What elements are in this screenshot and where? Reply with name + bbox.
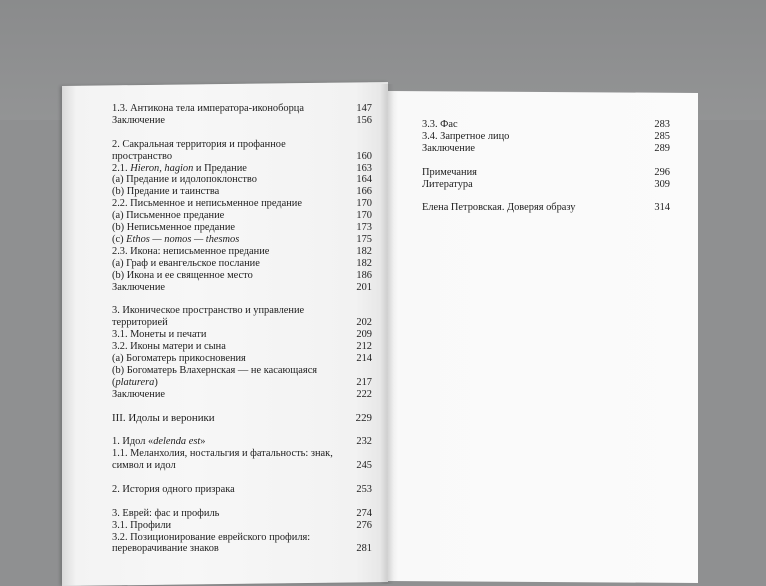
toc-entry-text: 2. Сакральная территория и профанное xyxy=(112,138,286,150)
toc-entry-text: и Предание xyxy=(193,162,247,174)
toc-entry xyxy=(112,186,372,198)
toc-page-number: 296 xyxy=(654,166,670,178)
toc-entry xyxy=(112,532,372,556)
toc-entry-text: символ и идол xyxy=(112,460,176,472)
toc-entry-italic-text: Ethos — nomos — thesmos xyxy=(126,233,240,245)
toc-entry-italic-text: Hieron, hagion xyxy=(130,162,194,174)
toc-page-number: 281 xyxy=(356,543,372,555)
toc-entry-text: (a) Предание и идолопоклонство xyxy=(112,174,257,186)
toc-entry-text: (b) Икона и ее священное место xyxy=(112,269,253,281)
toc-entry-text: 3.2. Позиционирование еврейского профиля: xyxy=(112,531,311,543)
toc-entry-title-continued xyxy=(112,377,372,389)
toc-entry-title xyxy=(112,186,372,198)
toc-entry-text: Литература xyxy=(422,178,473,190)
toc-entry-text: (b) Неписьменное предание xyxy=(112,222,236,234)
toc-entry-title xyxy=(112,198,372,210)
toc-entry-title xyxy=(112,389,372,401)
toc-page-number: 166 xyxy=(356,186,372,198)
toc-entry-title xyxy=(112,305,372,317)
toc-entry-text: (a) Богоматерь прикосновения xyxy=(112,353,246,364)
toc-entry-text: 3.1. Монеты и печати xyxy=(112,329,207,341)
toc-entry-text: Заключение xyxy=(112,388,165,400)
toc-entry-text: » xyxy=(200,436,206,448)
toc-page-number: 160 xyxy=(356,150,372,162)
toc-page-number: 182 xyxy=(356,245,372,257)
toc-entry-text: ) xyxy=(154,376,158,388)
toc-entry-title xyxy=(422,119,670,131)
toc-page-number: 285 xyxy=(654,130,670,142)
toc-page-number: 163 xyxy=(356,162,372,174)
toc-entry-text: 2.1. xyxy=(112,162,131,174)
toc-entry xyxy=(112,520,372,532)
toc-entry-title xyxy=(112,234,372,246)
toc-page-number: 276 xyxy=(356,519,372,531)
toc-entry-text: III. Идолы и вероники xyxy=(112,411,215,424)
toc-entry xyxy=(112,234,372,246)
toc-entry-title xyxy=(112,413,372,425)
toc-entry xyxy=(112,329,372,341)
toc-entry xyxy=(112,436,372,448)
toc-entry xyxy=(112,198,372,210)
toc-entry xyxy=(112,270,372,282)
toc-page-number: 164 xyxy=(356,174,372,186)
toc-page-number: 202 xyxy=(356,317,372,329)
toc-entry xyxy=(112,174,372,186)
toc-entry-title xyxy=(422,179,670,191)
toc-spacer xyxy=(112,293,372,305)
toc-entry xyxy=(112,139,372,163)
toc-entry-title xyxy=(112,210,372,222)
toc-spacer xyxy=(422,155,670,167)
toc-page-number: 314 xyxy=(654,202,670,214)
toc-entry xyxy=(422,179,670,191)
toc-entry-title-continued xyxy=(112,543,372,555)
toc-entry xyxy=(422,143,670,155)
toc-page-number: 147 xyxy=(356,103,372,114)
toc-entry xyxy=(112,222,372,234)
toc-page-number: 175 xyxy=(356,233,372,245)
toc-entry xyxy=(112,163,372,175)
toc-entry xyxy=(112,413,372,425)
toc-entry-text: 3.2. Иконы матери и сына xyxy=(112,341,226,353)
toc-entry-title xyxy=(112,115,372,127)
toc-page-number: 253 xyxy=(356,483,372,495)
toc-entry-title xyxy=(112,222,372,234)
toc-entry-title xyxy=(112,508,372,520)
toc-page-number: 217 xyxy=(356,376,372,388)
toc-entry xyxy=(112,341,372,353)
toc-entry-title xyxy=(112,139,372,151)
toc-entry-title xyxy=(112,484,372,496)
toc-entry xyxy=(112,448,372,472)
toc-entry-text: 3.4. Запретное лицо xyxy=(422,130,510,142)
toc-entry xyxy=(112,353,372,365)
toc-entry-text: 2.3. Икона: неписьменное предание xyxy=(112,245,270,257)
toc-entry-title xyxy=(422,143,670,155)
toc-entry-title xyxy=(112,282,372,294)
toc-page-number: 289 xyxy=(654,142,670,154)
toc-page-number: 170 xyxy=(356,210,372,222)
toc-entry-text: (a) Граф и евангельское послание xyxy=(112,257,260,269)
toc-entry-title xyxy=(112,520,372,532)
toc-entry-title xyxy=(112,532,372,544)
toc-entry xyxy=(112,508,372,520)
toc-entry xyxy=(112,246,372,258)
toc-entry xyxy=(422,119,670,131)
toc-entry xyxy=(112,115,372,127)
toc-entry-title xyxy=(112,448,372,460)
toc-page-number: 283 xyxy=(654,119,670,130)
toc-entry-title xyxy=(112,246,372,258)
toc-entry xyxy=(112,305,372,329)
toc-page-number: 229 xyxy=(355,411,372,424)
toc-page-number: 173 xyxy=(356,222,372,234)
toc-entry xyxy=(422,167,670,179)
toc-entry-text: (b) Богоматерь Влахернская — не касающаяся xyxy=(112,364,318,376)
toc-entry-title xyxy=(112,353,372,365)
toc-page-number: 232 xyxy=(356,436,372,448)
toc-entry-title xyxy=(112,174,372,186)
left-table-of-contents xyxy=(112,103,372,555)
toc-spacer xyxy=(112,424,372,436)
toc-entry-text: 3.3. Фас xyxy=(422,119,458,130)
toc-entry-text: переворачивание знаков xyxy=(112,543,219,555)
toc-entry-italic-text: platurera xyxy=(115,376,155,388)
toc-entry-text: 1.1. Меланхолия, ностальгия и фатальность: знак, xyxy=(112,448,333,460)
toc-entry xyxy=(112,389,372,401)
toc-entry xyxy=(112,103,372,115)
toc-entry xyxy=(112,258,372,270)
toc-page-number: 186 xyxy=(356,269,372,281)
toc-page-number: 156 xyxy=(356,114,372,126)
toc-entry xyxy=(422,202,670,214)
toc-entry-title-continued xyxy=(112,460,372,472)
toc-entry xyxy=(112,210,372,222)
right-table-of-contents xyxy=(422,119,670,214)
toc-entry-text: 2.2. Письменное и неписьменное предание xyxy=(112,198,302,210)
toc-page-number: 222 xyxy=(356,388,372,400)
toc-entry-title xyxy=(112,258,372,270)
toc-entry-title-continued xyxy=(112,151,372,163)
toc-entry-text: 3. Иконическое пространство и управление xyxy=(112,305,305,317)
toc-entry-title xyxy=(422,131,670,143)
toc-entry-text: Елена Петровская. Доверяя образу xyxy=(422,202,576,214)
toc-entry-italic-text: delenda est xyxy=(153,436,201,448)
toc-entry-title xyxy=(112,329,372,341)
toc-page-number: 201 xyxy=(356,281,372,293)
toc-entry-text: ( xyxy=(112,376,116,388)
toc-entry-title xyxy=(112,163,372,175)
toc-entry-text: Заключение xyxy=(112,114,165,126)
toc-entry-title xyxy=(112,270,372,282)
toc-entry-title xyxy=(112,103,372,115)
toc-entry xyxy=(112,484,372,496)
toc-page-number: 214 xyxy=(356,353,372,364)
toc-entry xyxy=(112,282,372,294)
toc-page-number: 212 xyxy=(356,341,372,353)
toc-entry-text: 3. Еврей: фас и профиль xyxy=(112,507,220,519)
toc-entry-title xyxy=(422,167,670,179)
toc-page-number: 245 xyxy=(356,460,372,472)
toc-entry-title-continued xyxy=(112,317,372,329)
toc-entry xyxy=(422,131,670,143)
toc-entry-title xyxy=(112,365,372,377)
book-gutter xyxy=(380,84,394,584)
toc-entry-title xyxy=(112,436,372,448)
toc-spacer xyxy=(422,190,670,202)
toc-entry-text: Заключение xyxy=(422,142,475,154)
toc-spacer xyxy=(112,472,372,484)
toc-page-number: 309 xyxy=(654,178,670,190)
toc-page-number: 182 xyxy=(356,257,372,269)
toc-entry-text: пространство xyxy=(112,150,173,162)
toc-page-number: 170 xyxy=(356,198,372,210)
toc-spacer xyxy=(112,496,372,508)
toc-page-number: 209 xyxy=(356,329,372,341)
toc-entry-title xyxy=(112,341,372,353)
toc-entry-text: Заключение xyxy=(112,281,165,293)
toc-entry-title xyxy=(422,202,670,214)
toc-entry-text: (a) Письменное предание xyxy=(112,210,225,222)
toc-entry-text: (b) Предание и таинства xyxy=(112,186,220,198)
toc-entry xyxy=(112,365,372,389)
toc-entry-text: 1. Идол « xyxy=(112,436,154,448)
toc-page-number: 274 xyxy=(356,507,372,519)
toc-entry-text: территорией xyxy=(112,317,168,329)
toc-entry-text: 2. История одного призрака xyxy=(112,483,235,495)
toc-entry-text: 1.3. Антикона тела императора-иконоборца xyxy=(112,103,304,114)
toc-spacer xyxy=(112,127,372,139)
toc-entry-text: Примечания xyxy=(422,166,477,178)
toc-entry-text: (c) xyxy=(112,233,127,245)
toc-entry-text: 3.1. Профили xyxy=(112,519,172,531)
